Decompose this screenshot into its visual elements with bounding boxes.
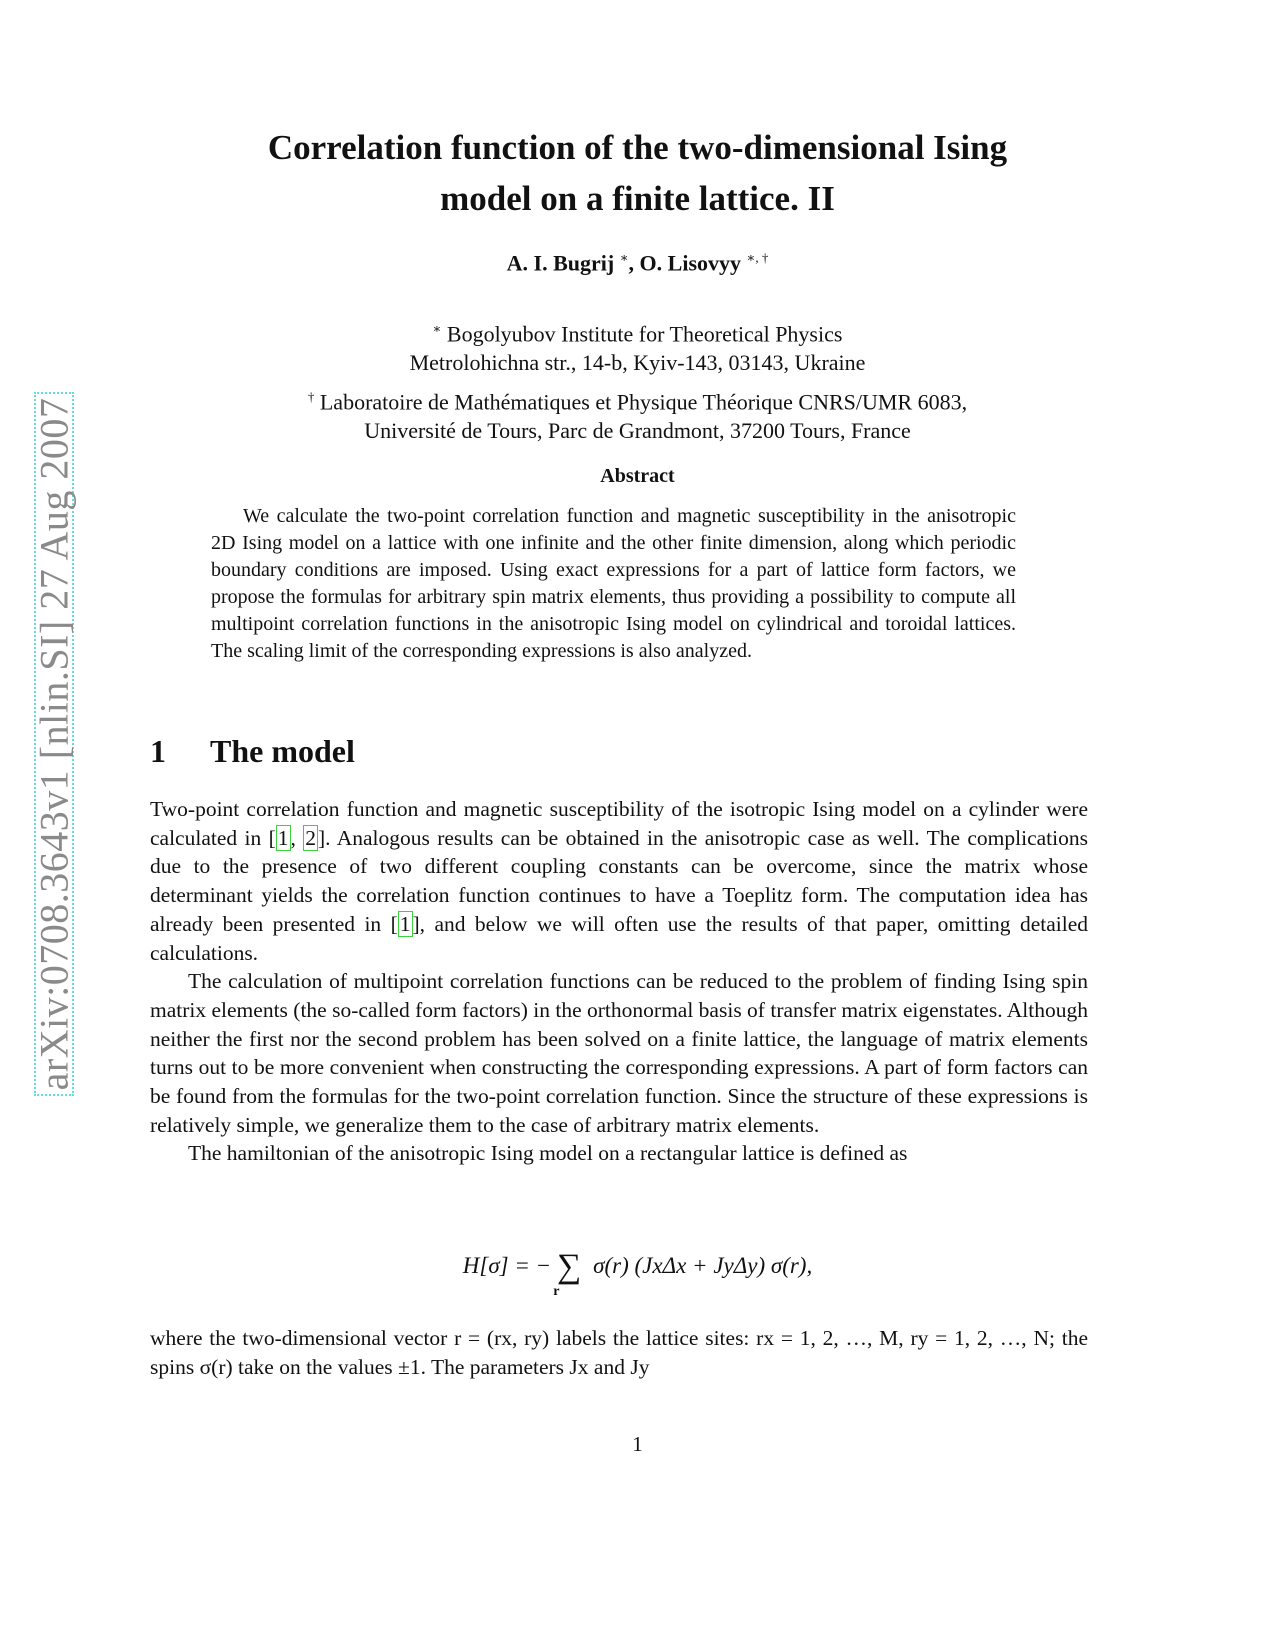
abstract-text: We calculate the two-point correlation function and magnetic susceptibility in the anisotropic 2D Ising model on a lattice with one infinite and the other finite dimension, along which periodic boundary conditions are imposed. Using exact expressions for a part of lattice form factors, we propose the formulas for arbitrary spin matrix elements, thus providing a possibility to compute all multipoint correlation functions in the anisotropic Ising model on cylindrical and toroidal lattices. The scaling limit of the corresponding expressions is also analyzed.	[211, 505, 1016, 662]
title-line-1: Correlation function of the two-dimensional Ising	[267, 128, 1008, 167]
equation-lhs: H[σ] = −	[462, 1253, 552, 1278]
author-2: O. Lisovyy	[639, 250, 742, 276]
citation-link-3[interactable]: 1	[399, 911, 411, 936]
affiliation-2-mark: †	[307, 389, 315, 404]
affiliation-2	[0, 382, 1275, 445]
affiliation-1-mark: ∗	[432, 321, 442, 336]
page-number: 1	[632, 1432, 643, 1456]
paper-title	[150, 122, 1125, 224]
author-1: A. I. Bugrij	[506, 250, 615, 276]
paragraph-1-text-b: ]. Analogous results can be obtained in the anisotropic case as well. The complications due to the presence of two different coupling constants can be overcome, since the matrix whose determinant yields the correlation function continues to have a Toeplitz form. The computation idea has already been presented in [	[150, 825, 1088, 936]
section-title: The model	[210, 733, 355, 769]
affiliation-2-line-1: Laboratoire de Mathématiques et Physique Théorique CNRS/UMR 6083,	[319, 389, 968, 415]
citation-link-2[interactable]: 2	[305, 825, 316, 850]
title-line-2: model on a finite lattice. II	[440, 179, 835, 218]
author-list	[0, 250, 1275, 276]
summation-symbol: ∑	[556, 1248, 582, 1285]
paragraph-2: The calculation of multipoint correlation functions can be reduced to the problem of finding Ising spin matrix elements (the so-called form factors) in the orthonormal basis of transfer matrix eigenstates. Although neither the first nor the second problem has been solved on a finite lattice, the language of matrix elements turns out to be more convenient when constructing the corresponding expressions. A part of form factors can be found from the formulas for the two-point correlation function. Since the structure of these expressions is relatively simple, we generalize them to the case of arbitrary matrix elements.	[150, 969, 1088, 1137]
author-2-mark: ∗, †	[746, 250, 769, 265]
equation-rhs: σ(r) (JxΔx + JyΔy) σ(r),	[593, 1253, 813, 1278]
affiliation-1-line-2: Metrolohichna str., 14-b, Kyiv-143, 03143, Ukraine	[409, 350, 866, 376]
section-number: 1	[150, 733, 166, 769]
body-text	[150, 795, 1088, 1168]
paragraph-1-text-a: Two-point correlation function and magnetic susceptibility of the isotropic Ising model on a cylinder were calculated in [	[150, 797, 1088, 850]
paragraph-4: where the two-dimensional vector r = (rx, ry) labels the lattice sites: rx = 1, 2, …, M, ry = 1, 2, …, N; the spins σ(r) take on the values ±1. The parameters Jx and Jy	[150, 1326, 1088, 1379]
author-separator: ,	[628, 250, 640, 276]
paragraph-1	[150, 795, 1088, 967]
citation-comma: ,	[290, 825, 304, 850]
affiliation-2-line-2: Université de Tours, Parc de Grandmont, 37200 Tours, France	[364, 418, 911, 444]
abstract-heading: Abstract	[600, 465, 675, 487]
arxiv-identifier-text: arXiv:0708.3643v1 [nlin.SI] 27 Aug 2007	[31, 397, 77, 1091]
summation-index: r	[553, 1284, 560, 1299]
affiliation-1-line-1: Bogolyubov Institute for Theoretical Physics	[446, 321, 843, 347]
hamiltonian-equation	[0, 1248, 1275, 1299]
affiliation-1	[0, 314, 1275, 377]
section-heading	[150, 733, 355, 770]
arxiv-identifier-stamp	[31, 392, 77, 1096]
citation-link-1[interactable]: 1	[277, 825, 289, 850]
paragraph-3: The hamiltonian of the anisotropic Ising model on a rectangular lattice is defined as	[188, 1141, 908, 1166]
author-1-mark: ∗	[619, 250, 629, 265]
paragraph-1-text-c: ], and below we will often use the results of that paper, omitting detailed calculations.	[150, 911, 1088, 965]
